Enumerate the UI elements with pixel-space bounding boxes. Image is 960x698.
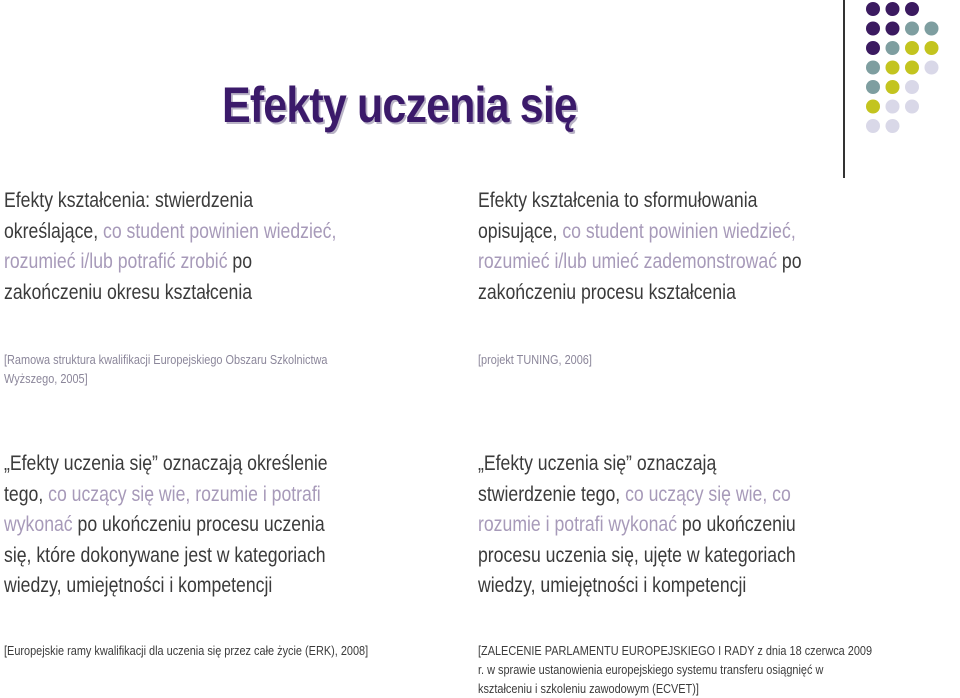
decorative-dot xyxy=(905,2,919,16)
text-line: opisujące, co student powinien wiedzieć, xyxy=(478,219,796,243)
decorative-dot-grid xyxy=(842,0,960,160)
decorative-dot xyxy=(905,61,919,75)
text-line: zakończeniu okresu kształcenia xyxy=(4,280,253,304)
citation-bottom-right xyxy=(478,641,872,698)
citation-top-left xyxy=(4,350,327,388)
decorative-dot xyxy=(886,2,900,16)
definition-top-right xyxy=(478,186,802,308)
highlighted-text: co student powinien wiedzieć, xyxy=(562,219,796,243)
page-title: Efekty uczenia się xyxy=(222,77,577,133)
citation-line: [Ramowa struktura kwalifikacji Europejskiego Obszaru Szkolnictwa xyxy=(4,352,328,367)
text-line: wiedzy, umiejętności i kompetencji xyxy=(4,574,273,597)
text-line: zakończeniu procesu kształcenia xyxy=(478,280,736,304)
citation-line: [ZALECENIE PARLAMENTU EUROPEJSKIEGO I RADY z dnia 18 czerwca 2009 xyxy=(478,643,873,658)
decorative-dot xyxy=(886,100,900,114)
decorative-dot xyxy=(886,119,900,133)
text-line: wiedzy, umiejętności i kompetencji xyxy=(478,574,747,597)
decorative-dot xyxy=(925,41,939,55)
text-line: się, które dokonywane jest w kategoriach xyxy=(4,543,326,567)
text-line: Efekty kształcenia: stwierdzenia xyxy=(4,189,254,212)
decorative-dot xyxy=(905,41,919,55)
decorative-dot xyxy=(866,100,880,114)
citation-top-right: [projekt TUNING, 2006] xyxy=(478,352,592,367)
decorative-dot xyxy=(866,22,880,36)
highlighted-text: co student powinien wiedzieć, xyxy=(103,219,337,243)
text-line: „Efekty uczenia się” oznaczają xyxy=(478,452,717,475)
decorative-dot xyxy=(925,22,939,36)
highlighted-text: co uczący się wie, co xyxy=(625,482,791,506)
highlighted-text: co uczący się wie, rozumie i potrafi xyxy=(48,482,321,506)
decorative-dot xyxy=(886,80,900,94)
text-line: „Efekty uczenia się” oznaczają określenie xyxy=(4,452,328,475)
definition-bottom-left xyxy=(4,449,328,602)
citation-bottom-left: [Europejskie ramy kwalifikacji dla uczenia się przez całe życie (ERK), 2008] xyxy=(4,643,369,658)
decorative-dot xyxy=(905,100,919,114)
decorative-dot xyxy=(866,2,880,16)
text-line: określające, co student powinien wiedzieć, xyxy=(4,219,337,243)
text-line: Efekty kształcenia to sformułowania xyxy=(478,189,758,212)
decorative-dot xyxy=(866,80,880,94)
highlighted-text: rozumie i potrafi wykonać xyxy=(478,513,678,536)
text-line: tego, co uczący się wie, rozumie i potrafi xyxy=(4,482,321,506)
decorative-dot xyxy=(886,61,900,75)
text-line: wykonać po ukończeniu procesu uczenia xyxy=(4,513,325,536)
decorative-dot xyxy=(886,41,900,55)
highlighted-text: wykonać xyxy=(4,513,73,536)
decorative-dot xyxy=(866,61,880,75)
definition-bottom-right xyxy=(478,449,796,602)
citation-line: Wyższego, 2005] xyxy=(4,371,88,386)
citation-line: kształceniu i szkoleniu zawodowym (ECVET)] xyxy=(478,681,699,696)
highlighted-text: rozumieć i/lub umieć zademonstrować xyxy=(478,250,778,273)
definition-top-left xyxy=(4,186,336,308)
text-line: rozumieć i/lub umieć zademonstrować po xyxy=(478,250,802,273)
decorative-dot xyxy=(866,41,880,55)
citation-line: r. w sprawie ustanowienia europejskiego systemu transferu osiągnięć w xyxy=(478,662,824,677)
text-line: rozumieć i/lub potrafić zrobić po xyxy=(4,250,253,273)
decorative-dot xyxy=(866,119,880,133)
decorative-dot xyxy=(925,61,939,75)
decorative-dot xyxy=(905,22,919,36)
highlighted-text: rozumieć i/lub potrafić zrobić xyxy=(4,250,228,273)
text-line: rozumie i potrafi wykonać po ukończeniu xyxy=(478,513,796,536)
text-line: stwierdzenie tego, co uczący się wie, co xyxy=(478,482,791,506)
text-line: procesu uczenia się, ujęte w kategoriach xyxy=(478,543,796,567)
decorative-dot xyxy=(886,22,900,36)
decorative-dot xyxy=(905,80,919,94)
